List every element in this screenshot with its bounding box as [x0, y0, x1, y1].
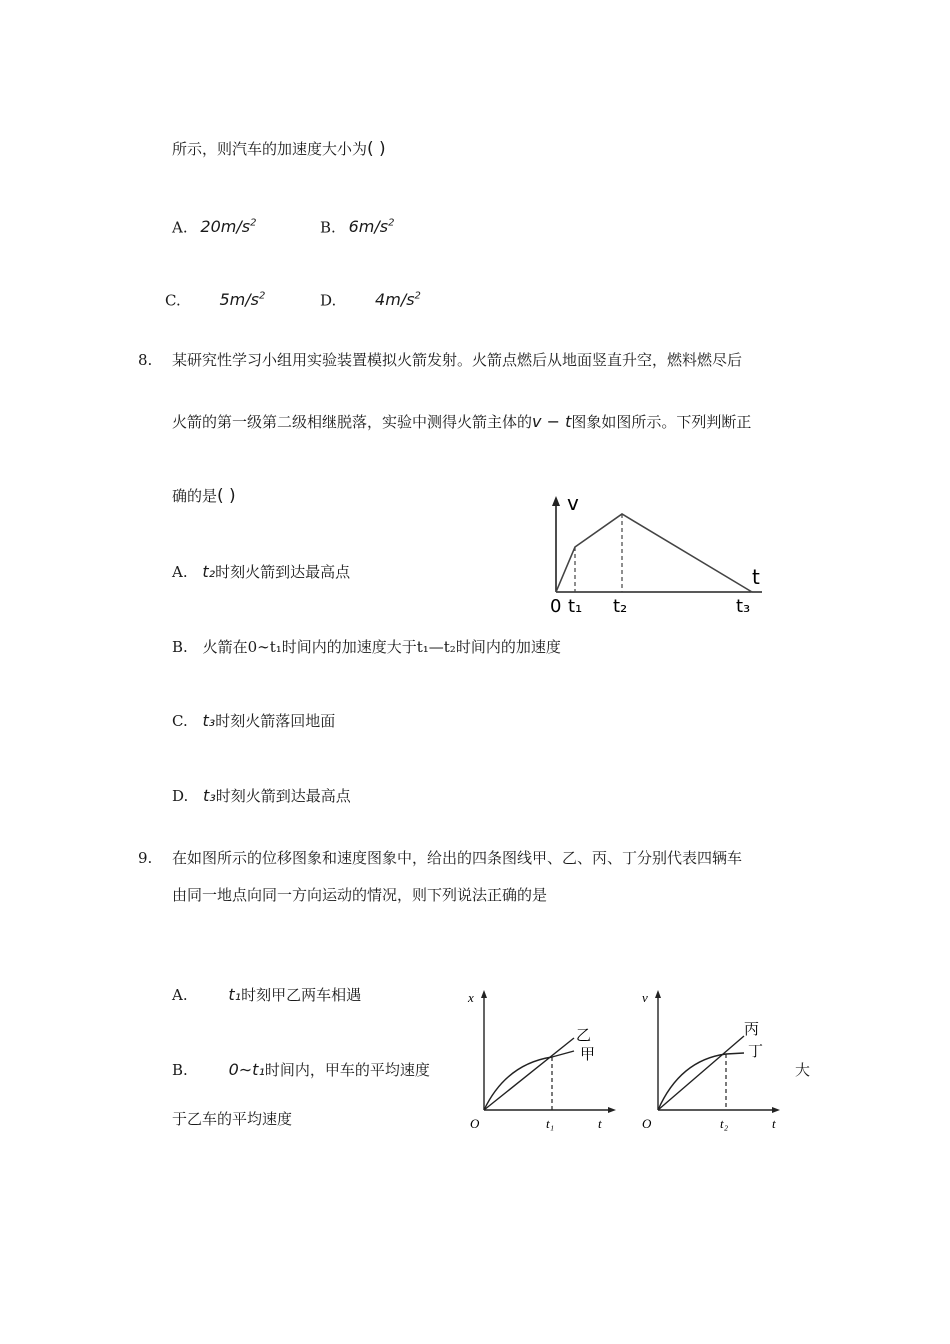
- x-axis-label: t: [598, 1116, 602, 1131]
- tick-t2: t₂: [720, 1116, 729, 1131]
- option-value: $4m/s^2$: [375, 290, 421, 310]
- q8-number: 8.: [138, 351, 153, 369]
- q8-line2: 火箭的第一级第二级相继脱落，实验中测得火箭主体的v − t图象如图所示。下列判断正: [172, 412, 752, 431]
- q9-option-b-continuation: 于乙车的平均速度: [172, 1110, 293, 1128]
- option-letter: B.: [320, 218, 336, 237]
- y-axis-label: v: [567, 491, 579, 515]
- q8-option-c[interactable]: C. t₃时刻火箭落回地面: [172, 711, 336, 730]
- q7-option-d[interactable]: [320, 288, 421, 309]
- q8-line1: 某研究性学习小组用实验装置模拟火箭发射。火箭点燃后从地面竖直升空，燃料燃尽后: [172, 351, 743, 369]
- q8-line3: 确的是( ): [172, 486, 236, 506]
- curve-yi: [484, 1051, 574, 1110]
- origin-label: O: [642, 1116, 652, 1131]
- q8-answer-paren: ( ): [217, 486, 236, 506]
- curve-label-yi: 乙: [576, 1026, 592, 1044]
- q9-option-b-tail: 大: [795, 1061, 811, 1079]
- curve-bing: [658, 1053, 744, 1110]
- q8-option-a[interactable]: A. t₂时刻火箭到达最高点: [172, 562, 351, 581]
- tick-t1: t₁: [546, 1116, 555, 1131]
- vt-symbol: v − t: [532, 412, 572, 431]
- q8-vt-graph: [540, 488, 780, 620]
- x-axis-arrow: [608, 1107, 616, 1113]
- q9-xt-graph: [462, 982, 622, 1134]
- option-letter: B.: [172, 1061, 188, 1079]
- option-letter: A.: [172, 563, 188, 581]
- y-axis-label: x: [468, 990, 474, 1005]
- q9-line1: 在如图所示的位移图象和速度图象中，给出的四条图线甲、乙、丙、丁分别代表四辆车: [172, 849, 743, 867]
- q7-option-c[interactable]: [165, 288, 265, 309]
- q7-answer-paren: ( ): [367, 139, 386, 159]
- q8-option-d[interactable]: D. t₃时刻火箭到达最高点: [172, 786, 351, 805]
- option-value: $5m/s^2$: [219, 290, 266, 310]
- option-letter: D.: [320, 291, 337, 310]
- velocity-line: [556, 514, 752, 592]
- option-letter: C.: [165, 291, 181, 310]
- line-jia: [484, 1038, 574, 1110]
- q9-option-a[interactable]: A. t₁时刻甲乙两车相遇: [172, 985, 362, 1004]
- option-letter: B.: [172, 638, 188, 656]
- y-axis-arrow: [552, 496, 560, 506]
- tick-t3: t₃: [736, 596, 751, 617]
- option-letter: C.: [172, 712, 188, 730]
- y-axis-arrow: [481, 990, 487, 998]
- origin-label: 0: [550, 596, 562, 617]
- y-axis-label: v: [642, 990, 648, 1005]
- origin-label: O: [470, 1116, 480, 1131]
- option-letter: A.: [172, 218, 188, 237]
- tick-t1: t₁: [568, 596, 583, 617]
- curve-label-ding: 丁: [748, 1042, 764, 1060]
- q9-vt-graph: [636, 982, 796, 1134]
- tick-t2: t₂: [613, 596, 628, 617]
- q7-stem-tail: [172, 140, 386, 158]
- curve-label-jia: 甲: [580, 1045, 596, 1063]
- q9-option-b[interactable]: B. 0∼t₁时间内，甲车的平均速度: [172, 1060, 430, 1079]
- q7-option-b[interactable]: [320, 215, 394, 236]
- option-value: $6m/s^2$: [348, 217, 395, 237]
- x-axis-label: t: [772, 1116, 776, 1131]
- x-axis-arrow: [772, 1107, 780, 1113]
- option-letter: A.: [172, 986, 188, 1004]
- q9-line2: 由同一地点向同一方向运动的情况，则下列说法正确的是: [172, 886, 548, 904]
- option-value: $20m/s^2$: [200, 217, 257, 237]
- q8-option-b[interactable]: B. 火箭在0∼t₁时间内的加速度大于t₁—t₂时间内的加速度: [172, 638, 561, 656]
- line-ding: [658, 1036, 744, 1110]
- q7-stem-text: 所示，则汽车的加速度大小为: [172, 140, 368, 158]
- q7-option-a[interactable]: [172, 215, 256, 236]
- x-axis-label: t: [752, 565, 760, 589]
- option-letter: D.: [172, 787, 189, 805]
- curve-label-bing: 丙: [744, 1020, 760, 1038]
- y-axis-arrow: [655, 990, 661, 998]
- q9-number: 9.: [138, 849, 153, 867]
